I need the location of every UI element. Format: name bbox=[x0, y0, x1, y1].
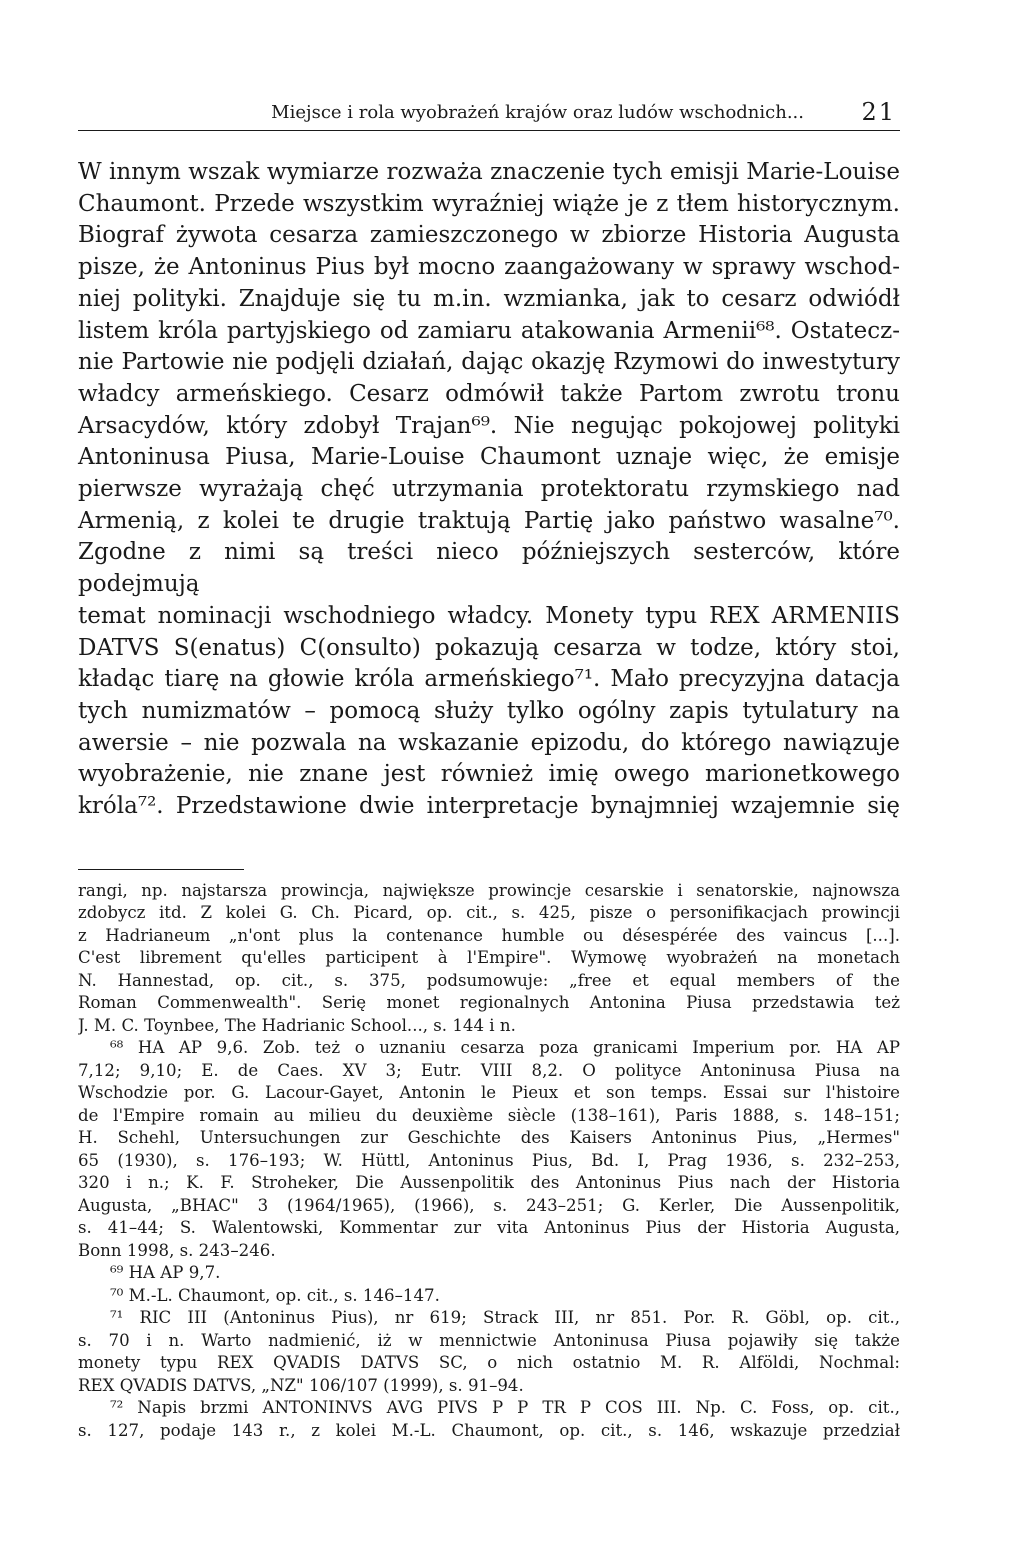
footnote-72-line: ⁷² Napis brzmi ANTONINVS AVG PIVS P P TR P COS III. Np. C. Foss, op. cit., bbox=[110, 1398, 900, 1418]
main-text bbox=[78, 157, 900, 823]
footnote-line: REX QVADIS DATVS, „NZ" 106/107 (1999), s. 91–94. bbox=[78, 1375, 524, 1395]
footnote-68-line: ⁶⁸ HA AP 9,6. Zob. też o uznaniu cesarza poza granicami Imperium por. HA AP bbox=[110, 1038, 900, 1058]
body-line: niej polityki. Znajduje się tu m.in. wzmianka, jak to cesarz odwiódł bbox=[78, 285, 900, 312]
footnote-line: Bonn 1998, s. 243–246. bbox=[78, 1240, 276, 1260]
body-line: Antoninusa Piusa, Marie-Louise Chaumont uznaje więc, że emisje bbox=[78, 444, 900, 471]
body-line: Chaumont. Przede wszystkim wyraźniej wiąże je z tłem historycznym. bbox=[78, 190, 900, 217]
body-line: wyobrażenie, nie znane jest również imię owego marionetkowego bbox=[78, 761, 900, 788]
footnote-line: z Hadrianeum „n'ont plus la contenance humble ou désespérée des vaincus [...]. bbox=[78, 925, 900, 945]
footnote-71-line: ⁷¹ RIC III (Antoninus Pius), nr 619; Strack III, nr 851. Por. R. Göbl, op. cit., bbox=[110, 1308, 900, 1328]
footnote-line: Roman Commenwealth". Serię monet regionalnych Antonina Piusa przedstawia też bbox=[78, 993, 900, 1013]
body-line: kładąc tiarę na głowie króla armeńskiego⁷¹. Mało precyzyjna datacja bbox=[78, 666, 900, 693]
body-line: tych numizmatów – pomocą służy tylko ogólny zapis tytulatury na bbox=[78, 697, 900, 724]
footnote-line: C'est librement qu'elles participent à l'Empire". Wymowę wyobrażeń na monetach bbox=[78, 948, 900, 968]
footnote-line: s. 41–44; S. Walentowski, Kommentar zur vita Antoninus Pius der Historia Augusta, bbox=[78, 1218, 900, 1238]
page-number: 21 bbox=[861, 98, 896, 126]
footnote-line: rangi, np. najstarsza prowincja, największe prowincje cesarskie i senatorskie, najnowsza bbox=[78, 880, 900, 900]
book-page bbox=[78, 100, 900, 1442]
body-line: pierwsze wyrażają chęć utrzymania protektoratu rzymskiego nad bbox=[78, 476, 900, 503]
footnote-line: H. Schehl, Untersuchungen zur Geschichte des Kaisers Antoninus Pius, „Hermes" bbox=[78, 1128, 900, 1148]
footnote-line: 320 i n.; K. F. Stroheker, Die Aussenpolitik des Antoninus Pius nach der Historia bbox=[78, 1173, 900, 1193]
running-title: Miejsce i rola wyobrażeń krajów oraz ludów wschodnich... bbox=[271, 102, 804, 123]
body-line: nie Partowie nie podjęli działań, dając okazję Rzymowi do inwestytury bbox=[78, 349, 900, 376]
body-line: Biograf żywota cesarza zamieszczonego w zbiorze Historia Augusta bbox=[78, 222, 900, 249]
footnote-line: s. 127, podaje 143 r., z kolei M.-L. Chaumont, op. cit., s. 146, wskazuje przedział bbox=[78, 1420, 900, 1440]
body-line: Arsacydów, który zdobył Trajan⁶⁹. Nie negując pokojowej polityki bbox=[78, 412, 900, 439]
footnote-line: zdobycz itd. Z kolei G. Ch. Picard, op. cit., s. 425, pisze o personifikacjach prowincji bbox=[78, 903, 900, 923]
footnote-line: 65 (1930), s. 176–193; W. Hüttl, Antoninus Pius, Bd. I, Prag 1936, s. 232–253, bbox=[78, 1150, 900, 1170]
body-line: Zgodne z nimi są treści nieco późniejszych sesterców, które podejmują bbox=[78, 539, 900, 598]
footnote-separator bbox=[78, 869, 244, 870]
body-line: pisze, że Antoninus Pius był mocno zaangażowany w sprawy wschod- bbox=[78, 254, 900, 281]
body-line: króla⁷². Przedstawione dwie interpretacje bynajmniej wzajemnie się bbox=[78, 793, 900, 820]
footnote-line: Wschodzie por. G. Lacour-Gayet, Antonin le Pieux et son temps. Essai sur l'histoire bbox=[78, 1083, 900, 1103]
footnote-line: 7,12; 9,10; E. de Caes. XV 3; Eutr. VIII 8,2. O polityce Antoninusa Piusa na bbox=[78, 1060, 900, 1080]
footnote-line: Augusta, „BHAC" 3 (1964/1965), (1966), s. 243–251; G. Kerler, Die Aussenpolitik, bbox=[78, 1195, 900, 1215]
body-line: DATVS S(enatus) C(onsulto) pokazują cesarza w todze, który stoi, bbox=[78, 634, 900, 661]
footnote-line: s. 70 i n. Warto nadmienić, iż w mennictwie Antoninusa Piusa pojawiły się także bbox=[78, 1330, 900, 1350]
footnote-line: J. M. C. Toynbee, The Hadrianic School..., s. 144 i n. bbox=[78, 1015, 516, 1035]
footnotes bbox=[78, 880, 900, 1443]
body-line: awersie – nie pozwala na wskazanie epizodu, do którego nawiązuje bbox=[78, 729, 900, 756]
footnote-line: de l'Empire romain au milieu du deuxième siècle (138–161), Paris 1888, s. 148–151; bbox=[78, 1105, 900, 1125]
footnote-line: N. Hannestad, op. cit., s. 375, podsumowuje: „free et equal members of the bbox=[78, 970, 900, 990]
body-line: temat nominacji wschodniego władcy. Monety typu REX ARMENIIS bbox=[78, 602, 900, 629]
body-line: władcy armeńskiego. Cesarz odmówił także Partom zwrotu tronu bbox=[78, 380, 900, 407]
footnote-line: monety typu REX QVADIS DATVS SC, o nich ostatnio M. R. Alföldi, Nochmal: bbox=[78, 1353, 900, 1373]
footnote-70-line: ⁷⁰ M.-L. Chaumont, op. cit., s. 146–147. bbox=[110, 1285, 440, 1305]
body-line: Armenią, z kolei te drugie traktują Partię jako państwo wasalne⁷⁰. bbox=[78, 507, 900, 534]
body-line: listem króla partyjskiego od zamiaru atakowania Armenii⁶⁸. Ostatecz- bbox=[78, 317, 900, 344]
body-line: W innym wszak wymiarze rozważa znaczenie tych emisji Marie-Louise bbox=[78, 159, 900, 185]
footnote-69-line: ⁶⁹ HA AP 9,7. bbox=[110, 1263, 221, 1283]
running-header bbox=[78, 100, 900, 131]
